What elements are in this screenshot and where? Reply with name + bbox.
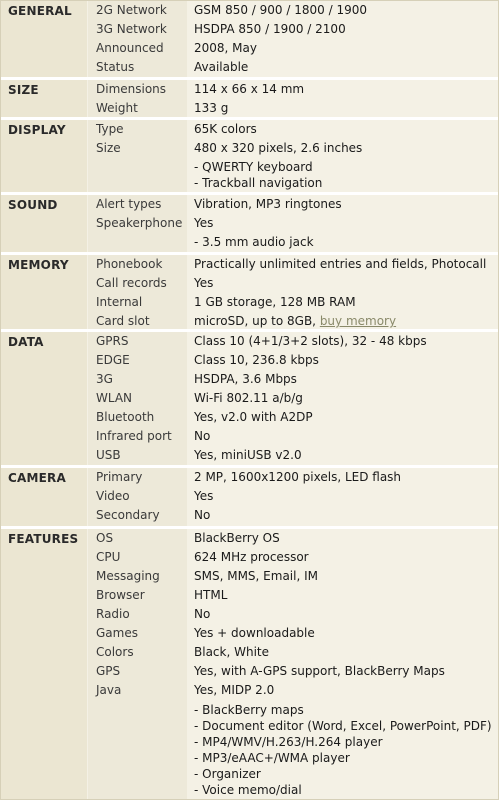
spec-label: Video xyxy=(96,489,130,503)
spec-value-text: Class 10 (4+1/3+2 slots), 32 - 48 kbps xyxy=(194,334,427,348)
spec-value-text: Yes, with A-GPS support, BlackBerry Maps xyxy=(194,664,445,678)
spec-value-text: No xyxy=(194,607,211,621)
spec-value xyxy=(194,448,302,462)
spec-label: Secondary xyxy=(96,508,160,522)
spec-value-text: No xyxy=(194,429,211,443)
spec-label: Infrared port xyxy=(96,429,172,443)
section-memory xyxy=(1,255,498,329)
spec-row-phonebook xyxy=(1,255,498,274)
spec-row-3g xyxy=(1,370,498,389)
section-display xyxy=(1,120,498,192)
spec-label: Speakerphone xyxy=(96,216,183,230)
extra-feature-item: - BlackBerry maps xyxy=(194,703,304,717)
spec-value xyxy=(194,314,396,328)
spec-row-call-records xyxy=(1,274,498,293)
spec-value-text: 624 MHz processor xyxy=(194,550,309,564)
spec-row-gps xyxy=(1,662,498,681)
spec-value-text: Yes xyxy=(194,216,214,230)
section-camera xyxy=(1,468,498,526)
spec-row-radio xyxy=(1,605,498,624)
section-title: GENERAL xyxy=(8,4,72,18)
spec-value xyxy=(194,391,303,405)
spec-row-video xyxy=(1,487,498,506)
spec-label: Call records xyxy=(96,276,167,290)
spec-row-internal xyxy=(1,293,498,312)
spec-row-gprs xyxy=(1,332,498,351)
spec-value xyxy=(194,353,319,367)
spec-value-text: 2 MP, 1600x1200 pixels, LED flash xyxy=(194,470,402,484)
spec-value xyxy=(194,276,213,290)
section-title: DATA xyxy=(8,335,44,349)
spec-row-secondary xyxy=(1,506,498,525)
spec-label: EDGE xyxy=(96,353,130,367)
extra-features-list xyxy=(194,234,314,250)
extra-feature-item: - 3.5 mm audio jack xyxy=(194,235,314,249)
spec-value xyxy=(194,82,304,96)
spec-label: Bluetooth xyxy=(96,410,155,424)
buy-memory-link[interactable]: buy memory xyxy=(319,314,397,328)
spec-value xyxy=(194,508,210,522)
spec-label: Card slot xyxy=(96,314,150,328)
spec-value-text: microSD, up to 8GB, xyxy=(194,314,320,328)
spec-label: 3G Network xyxy=(96,22,167,36)
spec-value xyxy=(194,588,227,602)
spec-value-text: 1 GB storage, 128 MB RAM xyxy=(194,295,356,309)
spec-label: 3G xyxy=(96,372,113,386)
section-general xyxy=(1,1,498,77)
spec-value-text: BlackBerry OS xyxy=(194,531,280,545)
spec-label: Radio xyxy=(96,607,130,621)
spec-label: Phonebook xyxy=(96,257,163,271)
spec-value-text: Yes + downloadable xyxy=(194,626,315,640)
section-data xyxy=(1,332,498,465)
spec-label: Games xyxy=(96,626,138,640)
spec-label: Announced xyxy=(96,41,164,55)
spec-row-colors xyxy=(1,643,498,662)
spec-value xyxy=(194,334,427,348)
section-features xyxy=(1,529,498,799)
spec-value xyxy=(194,372,297,386)
spec-label: Primary xyxy=(96,470,143,484)
spec-value-text: Wi-Fi 802.11 a/b/g xyxy=(194,391,303,405)
spec-label: Messaging xyxy=(96,569,160,583)
spec-label: USB xyxy=(96,448,121,462)
spec-value-text: Practically unlimited entries and fields, Photocall xyxy=(194,257,487,271)
spec-value xyxy=(194,122,257,136)
spec-value-text: Yes, v2.0 with A2DP xyxy=(194,410,313,424)
spec-value-text: SMS, MMS, Email, IM xyxy=(194,569,318,583)
spec-row-alert-types xyxy=(1,195,498,214)
spec-row-edge xyxy=(1,351,498,370)
spec-value xyxy=(194,3,367,17)
spec-row-messaging xyxy=(1,567,498,586)
spec-label: 2G Network xyxy=(96,3,167,17)
spec-value-text: 133 g xyxy=(194,101,229,115)
spec-value-text: Vibration, MP3 ringtones xyxy=(194,197,342,211)
spec-value-text: HSDPA, 3.6 Mbps xyxy=(194,372,297,386)
spec-label: Type xyxy=(96,122,124,136)
spec-row-os xyxy=(1,529,498,548)
spec-label: Status xyxy=(96,60,135,74)
spec-row-type xyxy=(1,120,498,139)
spec-value xyxy=(194,141,362,155)
extra-features-list xyxy=(194,702,492,798)
section-size xyxy=(1,80,498,117)
extra-feature-item: - MP3/eAAC+/WMA player xyxy=(194,751,350,765)
spec-value xyxy=(194,470,401,484)
spec-value-text: GSM 850 / 900 / 1800 / 1900 xyxy=(194,3,367,17)
spec-value-text: HTML xyxy=(194,588,228,602)
spec-label: Size xyxy=(96,141,121,155)
spec-row-weight xyxy=(1,99,498,118)
extra-feature-item: - Voice memo/dial xyxy=(194,783,302,797)
spec-value-text: Yes, MIDP 2.0 xyxy=(194,683,275,697)
extra-feature-item: - MP4/WMV/H.263/H.264 player xyxy=(194,735,383,749)
spec-label: Internal xyxy=(96,295,143,309)
spec-value xyxy=(194,410,313,424)
spec-value-text: Yes, miniUSB v2.0 xyxy=(194,448,302,462)
spec-label: Weight xyxy=(96,101,138,115)
spec-row-status xyxy=(1,58,498,77)
spec-row-speakerphone xyxy=(1,214,498,233)
extra-features-list xyxy=(194,159,322,191)
spec-label: Dimensions xyxy=(96,82,167,96)
spec-value xyxy=(194,257,486,271)
spec-value xyxy=(194,489,213,503)
spec-value xyxy=(194,22,346,36)
extra-feature-item: - Document editor (Word, Excel, PowerPoint, PDF) xyxy=(194,719,492,733)
spec-value-text: Available xyxy=(194,60,249,74)
section-title: SOUND xyxy=(8,198,58,212)
spec-row-infrared-port xyxy=(1,427,498,446)
spec-value-text: Black, White xyxy=(194,645,269,659)
spec-label: GPS xyxy=(96,664,121,678)
spec-value-text: 65K colors xyxy=(194,122,257,136)
section-sound xyxy=(1,195,498,252)
spec-value xyxy=(194,197,342,211)
spec-value xyxy=(194,531,280,545)
spec-label: Alert types xyxy=(96,197,162,211)
spec-value xyxy=(194,645,269,659)
spec-row-dimensions xyxy=(1,80,498,99)
spec-value-text: No xyxy=(194,508,211,522)
spec-value xyxy=(194,429,210,443)
spec-value-text: 2008, May xyxy=(194,41,257,55)
spec-value xyxy=(194,664,445,678)
spec-row-games xyxy=(1,624,498,643)
spec-label: GPRS xyxy=(96,334,129,348)
spec-value xyxy=(194,569,318,583)
section-title: MEMORY xyxy=(8,258,69,272)
spec-label: Browser xyxy=(96,588,145,602)
spec-label: Colors xyxy=(96,645,134,659)
spec-value xyxy=(194,101,228,115)
spec-label: Java xyxy=(96,683,122,697)
extra-feature-item: - QWERTY keyboard xyxy=(194,160,313,174)
spec-value xyxy=(194,295,356,309)
spec-value xyxy=(194,683,274,697)
spec-value-text: 114 x 66 x 14 mm xyxy=(194,82,305,96)
spec-value-text: HSDPA 850 / 1900 / 2100 xyxy=(194,22,346,36)
section-title: DISPLAY xyxy=(8,123,66,137)
spec-row-usb xyxy=(1,446,498,465)
spec-value-text: Yes xyxy=(194,489,214,503)
extra-feature-item: - Trackball navigation xyxy=(194,176,323,190)
spec-row-cpu xyxy=(1,548,498,567)
spec-value xyxy=(194,626,315,640)
spec-row-announced xyxy=(1,39,498,58)
section-title: SIZE xyxy=(8,83,39,97)
spec-value-text: 480 x 320 pixels, 2.6 inches xyxy=(194,141,363,155)
spec-row-bluetooth xyxy=(1,408,498,427)
spec-value xyxy=(194,41,257,55)
spec-value-text: Yes xyxy=(194,276,214,290)
spec-label: CPU xyxy=(96,550,121,564)
spec-label: WLAN xyxy=(96,391,133,405)
spec-value xyxy=(194,607,210,621)
spec-value-text: Class 10, 236.8 kbps xyxy=(194,353,319,367)
spec-row-3g-network xyxy=(1,20,498,39)
spec-row-primary xyxy=(1,468,498,487)
section-title: CAMERA xyxy=(8,471,66,485)
spec-row-2g-network xyxy=(1,1,498,20)
spec-value xyxy=(194,216,213,230)
spec-row-browser xyxy=(1,586,498,605)
spec-value xyxy=(194,60,248,74)
spec-label: OS xyxy=(96,531,114,545)
section-title: FEATURES xyxy=(8,532,79,546)
spec-row-size xyxy=(1,139,498,158)
spec-row-java xyxy=(1,681,498,700)
spec-row-wlan xyxy=(1,389,498,408)
extra-feature-item: - Organizer xyxy=(194,767,261,781)
spec-value xyxy=(194,550,309,564)
